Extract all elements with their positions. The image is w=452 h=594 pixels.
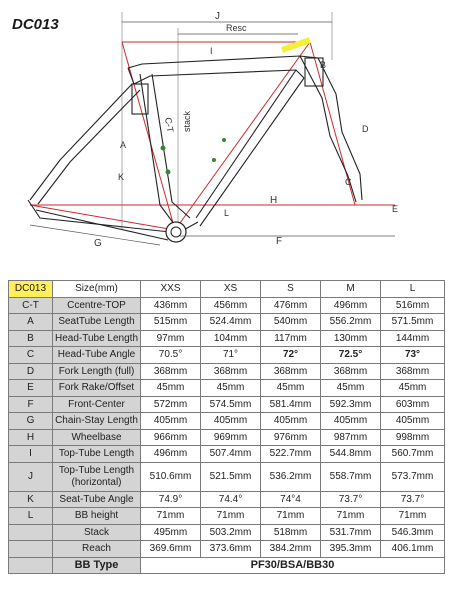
header-model: DC013	[9, 281, 53, 298]
label-ct: C-T	[163, 116, 176, 134]
label-stack: stack	[182, 110, 192, 132]
table-row: Reach 369.6mm 373.6mm 384.2mm 395.3mm 406.1mm	[9, 541, 445, 558]
header-m: M	[321, 281, 381, 298]
table-row: E Fork Rake/Offset 45mm 45mm 45mm 45mm 45mm	[9, 380, 445, 397]
label-a: A	[120, 140, 127, 150]
label-reach: Resc	[226, 23, 247, 33]
label-c: C	[345, 177, 352, 187]
bb-type-label: BB Type	[53, 557, 141, 574]
header-size: Size(mm)	[53, 281, 141, 298]
table-row: K Seat-Tube Angle 74.9° 74.4° 74°4 73.7° 73.7°	[9, 491, 445, 508]
header-xxs: XXS	[141, 281, 201, 298]
table-row: G Chain-Stay Length 405mm 405mm 405mm 405mm 405mm	[9, 413, 445, 430]
label-f: F	[276, 236, 283, 247]
table-row: Stack 495mm 503.2mm 518mm 531.7mm 546.3mm	[9, 524, 445, 541]
label-k: K	[118, 172, 125, 182]
table-row: A SeatTube Length 515mm 524.4mm 540mm 556.2mm 571.5mm	[9, 314, 445, 331]
table-row-bb-type	[9, 557, 445, 574]
table-row: L BB height 71mm 71mm 71mm 71mm 71mm	[9, 508, 445, 525]
frame-outline	[28, 56, 362, 240]
label-e: E	[392, 204, 399, 214]
frame-geometry-diagram	[0, 0, 452, 272]
table-header-row	[9, 281, 445, 298]
model-title: DC013	[12, 16, 59, 33]
label-b: B	[320, 60, 327, 70]
table-row: H Wheelbase 966mm 969mm 976mm 987mm 998mm	[9, 429, 445, 446]
header-l: L	[381, 281, 445, 298]
geometry-table	[8, 280, 445, 574]
table-row: I Top-Tube Length 496mm 507.4mm 522.7mm 544.8mm 560.7mm	[9, 446, 445, 463]
table-row: J Top-Tube Length (horizontal) 510.6mm 521.5mm 536.2mm 558.7mm 573.7mm	[9, 462, 445, 491]
label-h: H	[270, 195, 278, 206]
table-row: B Head-Tube Length 97mm 104mm 117mm 130mm 144mm	[9, 330, 445, 347]
label-j: J	[215, 11, 220, 22]
geometry-lines	[30, 42, 395, 230]
table-row: C Head-Tube Angle 70.5° 71° 72° 72.5° 73°	[9, 347, 445, 364]
header-xs: XS	[201, 281, 261, 298]
bottom-bracket	[166, 222, 186, 242]
label-g: G	[94, 238, 102, 249]
label-l: L	[224, 208, 230, 218]
table-row: D Fork Length (full) 368mm 368mm 368mm 368mm 368mm	[9, 363, 445, 380]
label-i: I	[210, 46, 213, 56]
label-d: D	[362, 124, 369, 134]
bb-type-value: PF30/BSA/BB30	[141, 557, 445, 574]
table-row: F Front-Center 572mm 574.5mm 581.4mm 592.3mm 603mm	[9, 396, 445, 413]
table-row: C-T Ccentre-TOP 436mm 456mm 476mm 496mm 516mm	[9, 297, 445, 314]
header-s: S	[261, 281, 321, 298]
